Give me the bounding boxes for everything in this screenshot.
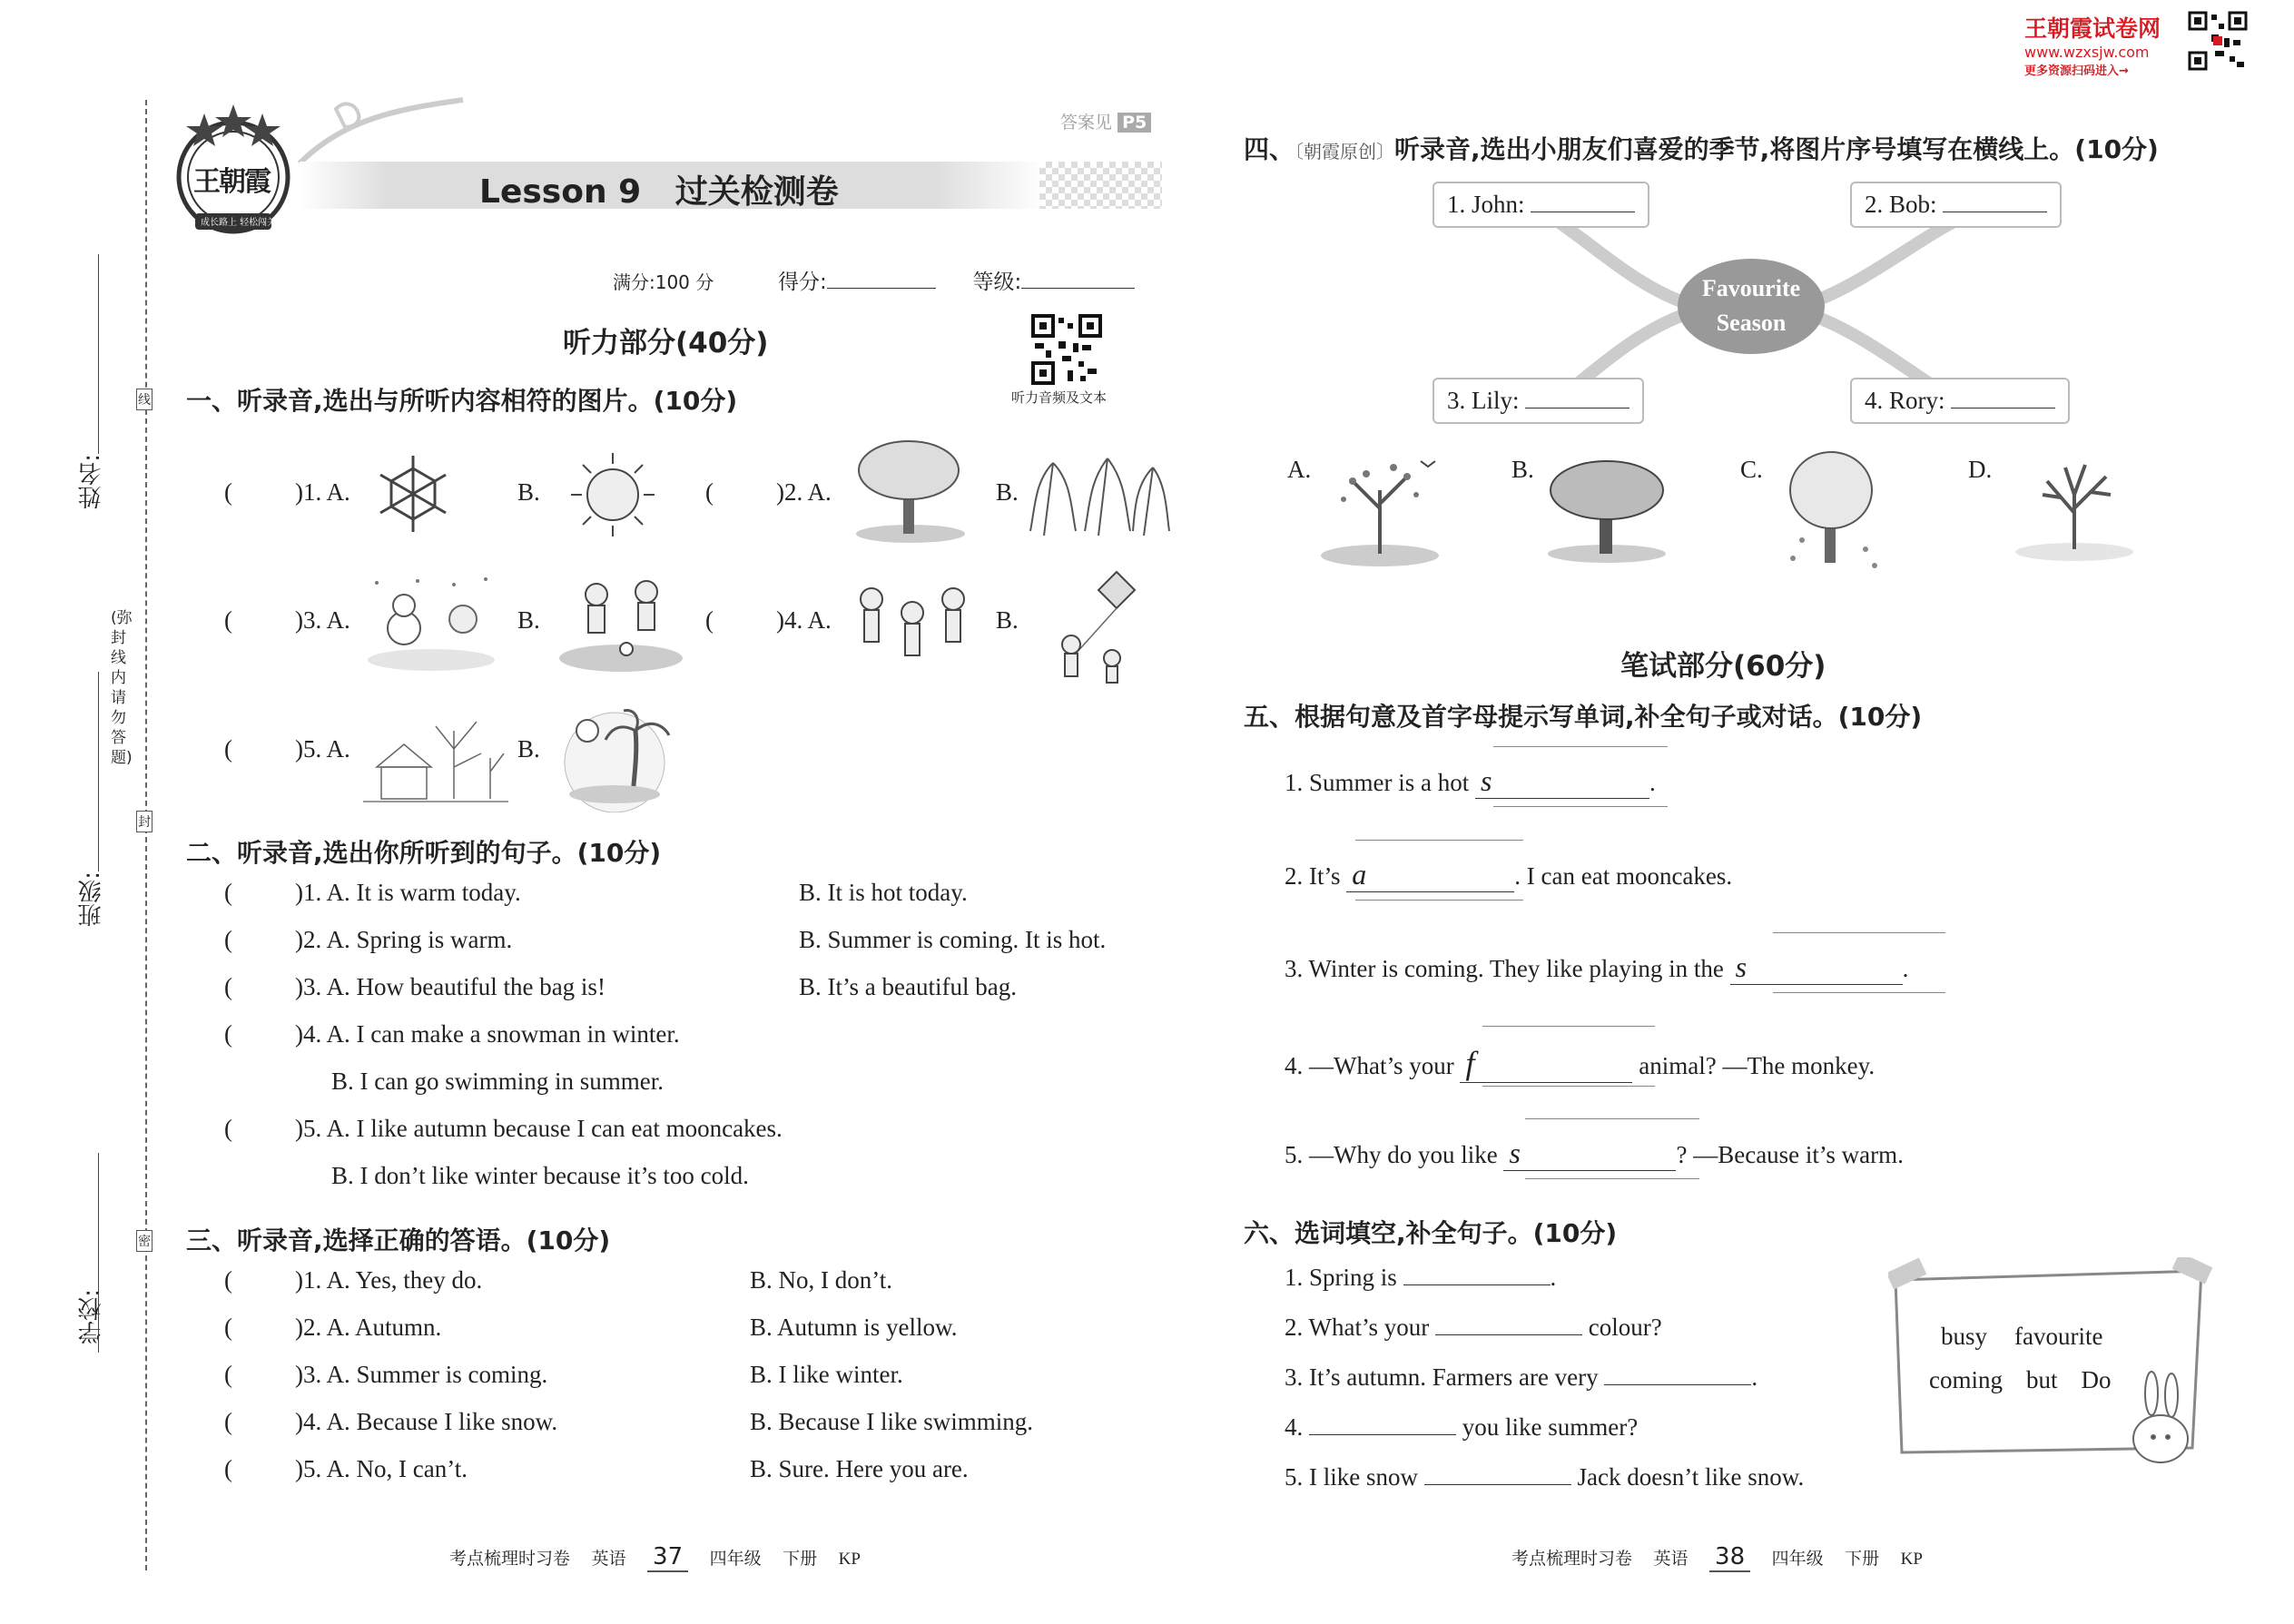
sec5-q1-letter: s <box>1481 764 1492 797</box>
score-line <box>613 265 1135 295</box>
sec5-q1-pre: 1. Summer is a hot <box>1285 769 1470 796</box>
sec5-q3-pre: 3. Winter is coming. They like playing in the <box>1285 955 1724 982</box>
footer-left-page: 37 <box>647 1543 688 1572</box>
listening-title: 听力部分(40分) <box>563 327 769 359</box>
binding-dashed-line <box>145 100 147 1570</box>
sec2-q4-a[interactable]: )4. A. I can make a snowman in winter. <box>295 1020 680 1048</box>
sec3-q4-paren: ( <box>224 1408 232 1435</box>
summer-tree-icon[interactable] <box>1543 454 1670 563</box>
logo-badge <box>168 104 300 236</box>
sec5-q3-guide-top <box>1773 932 1945 933</box>
full-score: 满分:100 分 <box>613 271 714 293</box>
word-but[interactable]: but <box>2026 1366 2058 1393</box>
qr-code-icon[interactable] <box>1031 314 1102 385</box>
sec5-q5-field[interactable] <box>1503 1137 1676 1171</box>
flying-kite-icon[interactable] <box>1039 567 1144 685</box>
snowflake-icon[interactable] <box>368 451 458 537</box>
mind-map-center <box>1678 259 1825 354</box>
page-title: Lesson 9 过关检测卷 <box>479 173 839 211</box>
tree-on-hill-icon[interactable] <box>849 434 971 543</box>
sec3-q2-a[interactable]: )2. A. Autumn. <box>295 1314 442 1341</box>
binding-mark-secret: 密 <box>136 1230 153 1252</box>
sec3-q3-paren: ( <box>224 1361 232 1388</box>
class-field[interactable] <box>98 672 99 871</box>
word-favourite[interactable]: favourite <box>2014 1323 2103 1350</box>
sec5-q5[interactable] <box>1285 1137 1904 1171</box>
school-label: 学校: <box>78 1289 105 1344</box>
sec1-q3-num: )3. A. <box>295 606 350 634</box>
sec5-q3-letter: s <box>1735 950 1748 983</box>
binding-note: (弥封线内请勿答题) <box>111 609 133 767</box>
sec6-q4-post: you like summer? <box>1462 1413 1639 1441</box>
sec4-option-c: C. <box>1740 456 1763 483</box>
sec3-q1-paren: ( <box>224 1266 232 1294</box>
node-rory[interactable] <box>1850 378 2070 424</box>
sec6-q3-field[interactable] <box>1604 1384 1751 1385</box>
sec5-q4-field[interactable] <box>1460 1044 1632 1083</box>
sec5-q2-pre: 2. It’s <box>1285 862 1341 890</box>
sec4-option-b: B. <box>1511 456 1534 483</box>
sec2-q2-b[interactable]: B. Summer is coming. It is hot. <box>799 926 1107 953</box>
sec1-title: 一、听录音,选出与所听内容相符的图片。(10分) <box>186 386 738 416</box>
brand-qr-code-icon[interactable] <box>2188 11 2248 71</box>
sec5-q2[interactable] <box>1285 858 1732 892</box>
sec5-q4-letter: f <box>1465 1045 1475 1081</box>
spring-tree-icon[interactable] <box>1316 454 1443 567</box>
sec5-q4[interactable] <box>1285 1044 1875 1083</box>
sec2-q1-paren: ( <box>224 879 232 906</box>
footer-right-subject: 英语 <box>1653 1550 1689 1569</box>
sec3-q1-b[interactable]: B. No, I don’t. <box>750 1266 893 1294</box>
sec1-q2-paren: ( <box>705 478 714 506</box>
sec5-q1-field[interactable] <box>1475 764 1649 799</box>
beach-palm-icon[interactable] <box>556 704 674 812</box>
sec2-q4-b[interactable]: B. I can go swimming in summer. <box>331 1068 664 1095</box>
sec2-q1-a[interactable]: )1. A. It is warm today. <box>295 879 521 906</box>
word-coming[interactable]: coming <box>1929 1366 2003 1393</box>
autumn-tree-icon[interactable] <box>1775 449 1888 572</box>
brand-name: 王朝霞试卷网 <box>2024 15 2161 42</box>
sec5-q3-field[interactable] <box>1730 950 1903 985</box>
node-lily[interactable] <box>1433 378 1644 424</box>
sec6-q5[interactable] <box>1285 1463 1804 1491</box>
school-field[interactable] <box>98 1153 99 1353</box>
node-john-label: 1. John: <box>1447 191 1525 218</box>
sec2-q4-paren: ( <box>224 1020 232 1048</box>
sec6-q1-post: . <box>1550 1264 1557 1291</box>
sec2-q3-a[interactable]: )3. A. How beautiful the bag is! <box>295 973 605 1000</box>
sec3-q3-a[interactable]: )3. A. Summer is coming. <box>295 1361 548 1388</box>
sec5-q5-letter: s <box>1509 1137 1521 1169</box>
sec6-q2-pre: 2. What’s your <box>1285 1314 1430 1341</box>
sec6-q4-pre: 4. <box>1285 1413 1304 1441</box>
center-line2: Season <box>1716 310 1787 336</box>
winter-tree-icon[interactable] <box>2011 454 2138 563</box>
sec2-q3-b[interactable]: B. It’s a beautiful bag. <box>799 973 1017 1000</box>
name-field[interactable] <box>98 254 99 454</box>
qr-caption: 听力音频及文本 <box>1011 389 1108 406</box>
sec3-q5-paren: ( <box>224 1455 232 1482</box>
footer-left-subject: 英语 <box>591 1550 626 1569</box>
sec1-q3-b: B. <box>517 606 540 634</box>
sec1-q5-num: )5. A. <box>295 735 350 763</box>
sec6-q1-pre: 1. Spring is <box>1285 1264 1397 1291</box>
sec5-q1[interactable] <box>1285 764 1656 799</box>
binding-mark-seal: 封 <box>136 811 153 832</box>
sec3-q4-a[interactable]: )4. A. Because I like snow. <box>295 1408 558 1435</box>
brand-block[interactable] <box>2024 11 2161 78</box>
sec2-q2-paren: ( <box>224 926 232 953</box>
sec5-q3-post: . <box>1902 955 1909 982</box>
sec6-q1[interactable] <box>1285 1264 1556 1292</box>
node-rory-label: 4. Rory: <box>1865 387 1945 414</box>
node-lily-label: 3. Lily: <box>1447 387 1520 414</box>
word-do[interactable]: Do <box>2081 1366 2112 1393</box>
footer-left <box>449 1543 861 1570</box>
sec4-title-tag: 〔朝霞原创〕 <box>1295 141 1395 162</box>
logo-text: 王朝霞 <box>193 166 270 198</box>
sec3-q2-b[interactable]: B. Autumn is yellow. <box>750 1314 958 1341</box>
sec2-q5-a[interactable]: )5. A. I like autumn because I can eat mooncakes. <box>295 1115 783 1142</box>
sec4-option-a: A. <box>1287 456 1312 483</box>
score-label: 得分: <box>778 271 827 294</box>
kids-dancing-icon[interactable] <box>849 576 976 684</box>
answer-ref <box>1060 109 1151 133</box>
sec1-q4-paren: ( <box>705 606 714 634</box>
logo-slogan: 成长路上 轻松闯关 <box>201 218 277 228</box>
sec5-q3-guide-bottom <box>1773 992 1945 993</box>
answer-ref-page: P5 <box>1117 113 1151 133</box>
answer-ref-label: 答案见 <box>1060 113 1113 133</box>
footer-left-edition: KP <box>838 1550 861 1569</box>
title-checker <box>1039 162 1162 209</box>
sun-icon[interactable] <box>567 449 658 540</box>
class-label: 班级: <box>78 871 105 927</box>
sec1-q2-b: B. <box>996 478 1019 506</box>
footer-right-page: 38 <box>1709 1543 1750 1572</box>
node-john[interactable] <box>1433 182 1649 228</box>
sec1-q5-b: B. <box>517 735 540 763</box>
sec1-q1-paren: ( <box>224 478 232 506</box>
sec2-q3-paren: ( <box>224 973 232 1000</box>
sec6-q5-post: Jack doesn’t like snow. <box>1577 1463 1805 1491</box>
center-line1: Favourite <box>1701 275 1801 301</box>
footer-right <box>1511 1543 1923 1570</box>
sec1-q4-num: )4. A. <box>776 606 832 634</box>
sec6-q2-field[interactable] <box>1435 1334 1582 1335</box>
sec1-q1-num: )1. A. <box>295 478 350 506</box>
sec6-title: 六、选词填空,补全句子。(10分) <box>1244 1218 1618 1248</box>
sec6-q3[interactable] <box>1285 1363 1757 1392</box>
sec1-q3-paren: ( <box>224 606 232 634</box>
sec6-q4-field[interactable] <box>1309 1434 1456 1435</box>
node-bob[interactable] <box>1850 182 2062 228</box>
sec6-q3-post: . <box>1751 1363 1758 1391</box>
grade-label: 等级: <box>972 271 1022 294</box>
score-field[interactable] <box>827 288 936 289</box>
sec6-q2[interactable] <box>1285 1314 1662 1342</box>
sec1-q5-paren: ( <box>224 735 232 763</box>
sec2-q1-b[interactable]: B. It is hot today. <box>799 879 968 906</box>
sec5-q2-guide-bottom <box>1355 900 1523 901</box>
sec3-q5-a[interactable]: )5. A. No, I can’t. <box>295 1455 468 1482</box>
sec5-title: 五、根据句意及首字母提示写单词,补全句子或对话。(10分) <box>1244 702 1923 732</box>
sec1-q2-num: )2. A. <box>776 478 832 506</box>
willow-trees-icon[interactable] <box>1026 445 1171 540</box>
winter-house-icon[interactable] <box>363 704 508 808</box>
sec5-q2-letter: a <box>1352 858 1367 891</box>
word-box-row2 <box>1929 1366 2112 1394</box>
sec5-q4-guide-bottom <box>1482 1086 1655 1087</box>
sec5-q3[interactable] <box>1285 950 1908 985</box>
kids-playing-football-icon[interactable] <box>556 572 687 674</box>
binding-mark-line: 线 <box>136 389 153 410</box>
footer-left-term: 下册 <box>783 1550 818 1569</box>
sec5-q5-post: ? —Because it’s warm. <box>1676 1141 1904 1168</box>
sec6-q5-field[interactable] <box>1424 1484 1571 1485</box>
sec6-q4[interactable] <box>1285 1413 1638 1442</box>
sec6-q1-field[interactable] <box>1403 1284 1551 1285</box>
sec2-q5-b[interactable]: B. I don’t like winter because it’s too cold. <box>331 1162 749 1189</box>
word-busy[interactable]: busy <box>1941 1323 1988 1350</box>
footer-right-grade: 四年级 <box>1771 1550 1824 1569</box>
sec3-q2-paren: ( <box>224 1314 232 1341</box>
sec2-q5-paren: ( <box>224 1115 232 1142</box>
footer-left-grade: 四年级 <box>709 1550 762 1569</box>
sec4-title-num: 四、 <box>1244 134 1295 164</box>
sec5-q2-field[interactable] <box>1346 858 1514 892</box>
sec2-title: 二、听录音,选出你所听到的句子。(10分) <box>186 838 662 868</box>
sec2-q2-a[interactable]: )2. A. Spring is warm. <box>295 926 513 953</box>
sec5-q1-guide-top <box>1493 746 1668 747</box>
grade-field[interactable] <box>1021 288 1135 289</box>
sec5-q4-pre: 4. —What’s your <box>1285 1052 1454 1079</box>
sec3-q4-b[interactable]: B. Because I like swimming. <box>750 1408 1033 1435</box>
sec4-option-d: D. <box>1968 456 1993 483</box>
footer-right-edition: KP <box>1900 1550 1923 1569</box>
sec5-q5-pre: 5. —Why do you like <box>1285 1141 1498 1168</box>
sec3-q3-b[interactable]: B. I like winter. <box>750 1361 903 1388</box>
sec4-title <box>1244 130 2159 166</box>
sec3-q5-b[interactable]: B. Sure. Here you are. <box>750 1455 969 1482</box>
name-label: 姓名: <box>78 454 105 509</box>
sec5-q4-guide-top <box>1482 1026 1655 1027</box>
sec5-q1-guide-bottom <box>1493 806 1668 807</box>
node-bob-label: 2. Bob: <box>1865 191 1937 218</box>
writing-title: 笔试部分(60分) <box>1620 650 1826 683</box>
sec3-q1-a[interactable]: )1. A. Yes, they do. <box>295 1266 483 1294</box>
ribbon-icon <box>290 91 472 172</box>
sec6-q3-pre: 3. It’s autumn. Farmers are very <box>1285 1363 1599 1391</box>
sec1-q1-b: B. <box>517 478 540 506</box>
sec5-q2-guide-top <box>1355 840 1523 841</box>
sec5-q2-post: . I can eat mooncakes. <box>1514 862 1733 890</box>
sec4-title-text: 听录音,选出小朋友们喜爱的季节,将图片序号填写在横线上。(10分) <box>1394 134 2159 164</box>
sec5-q1-post: . <box>1649 769 1656 796</box>
brand-url: www.wzxsjw.com <box>2024 44 2150 61</box>
brand-tagline: 更多资源扫码进入→ <box>2024 64 2129 78</box>
sec6-q2-post: colour? <box>1588 1314 1662 1341</box>
sec6-q5-pre: 5. I like snow <box>1285 1463 1418 1491</box>
sec5-q5-guide-top <box>1525 1118 1699 1119</box>
footer-right-term: 下册 <box>1845 1550 1880 1569</box>
sec3-title: 三、听录音,选择正确的答语。(10分) <box>186 1225 611 1255</box>
footer-left-book: 考点梳理时习卷 <box>449 1550 571 1569</box>
word-box-row1 <box>1941 1323 2102 1351</box>
sec5-q5-guide-bottom <box>1525 1178 1699 1179</box>
sec5-q4-post: animal? —The monkey. <box>1639 1052 1876 1079</box>
snowy-scene-icon[interactable] <box>363 574 499 674</box>
footer-right-book: 考点梳理时习卷 <box>1511 1550 1633 1569</box>
sec1-q4-b: B. <box>996 606 1019 634</box>
